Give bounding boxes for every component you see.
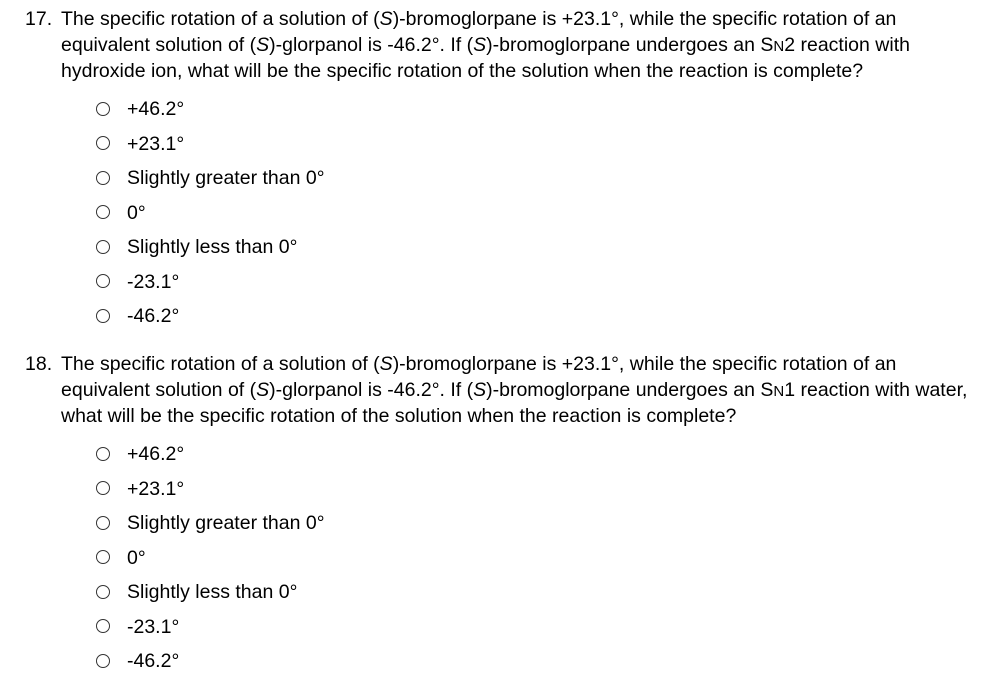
radio-button-icon[interactable] [96,274,110,288]
radio-button-icon[interactable] [96,447,110,461]
question-17 [25,7,975,334]
question-17-option-7[interactable] [25,300,975,335]
question-18-option-4[interactable] [25,541,975,576]
question-17-options [25,93,975,335]
question-17-option-3[interactable] [25,162,975,197]
radio-button-icon[interactable] [96,516,110,530]
radio-button-icon[interactable] [96,205,110,219]
option-label: -46.2° [127,650,180,673]
question-17-option-6[interactable] [25,265,975,300]
option-label: Slightly greater than 0° [127,167,325,190]
radio-button-icon[interactable] [96,309,110,323]
option-label: +23.1° [127,477,185,500]
question-18-option-5[interactable] [25,576,975,611]
option-label: Slightly less than 0° [127,236,298,259]
question-18-options [25,438,975,680]
radio-button-icon[interactable] [96,171,110,185]
radio-button-icon[interactable] [96,240,110,254]
question-17-stem: 17. The specific rotation of a solution of (S)-bromoglorpane is +23.1°, while the specific rotation of an equivalent solution of (S)-glorpanol is -46.2°. If (S)-bromoglorpane undergoes an SN2 reaction with hydroxide ion, what will be the specific rotation of the solution when the reaction is complete? [25,8,910,82]
option-label: 0° [127,546,146,569]
option-label: 0° [127,201,146,224]
option-label: Slightly greater than 0° [127,512,325,535]
radio-button-icon[interactable] [96,550,110,564]
question-18-number: 18. [25,353,53,375]
radio-button-icon[interactable] [96,585,110,599]
radio-button-icon[interactable] [96,654,110,668]
radio-button-icon[interactable] [96,481,110,495]
option-label: -46.2° [127,305,180,328]
question-17-option-1[interactable] [25,93,975,128]
question-18 [25,352,975,679]
option-label: Slightly less than 0° [127,581,298,604]
radio-button-icon[interactable] [96,619,110,633]
question-17-option-2[interactable] [25,127,975,162]
question-18-stem: 18. The specific rotation of a solution of (S)-bromoglorpane is +23.1°, while the specific rotation of an equivalent solution of (S)-glorpanol is -46.2°. If (S)-bromoglorpane undergoes an SN1 reaction with water, what will be the specific rotation of the solution when the reaction is complete? [25,353,968,427]
option-label: +46.2° [127,98,185,121]
option-label: -23.1° [127,270,180,293]
question-17-option-5[interactable] [25,231,975,266]
question-18-option-2[interactable] [25,472,975,507]
question-17-number: 17. [25,8,53,30]
option-label: +23.1° [127,132,185,155]
question-18-option-6[interactable] [25,610,975,645]
option-label: +46.2° [127,443,185,466]
radio-button-icon[interactable] [96,102,110,116]
radio-button-icon[interactable] [96,136,110,150]
option-label: -23.1° [127,615,180,638]
question-17-option-4[interactable] [25,196,975,231]
question-18-option-7[interactable] [25,645,975,680]
question-18-option-1[interactable] [25,438,975,473]
question-18-option-3[interactable] [25,507,975,542]
